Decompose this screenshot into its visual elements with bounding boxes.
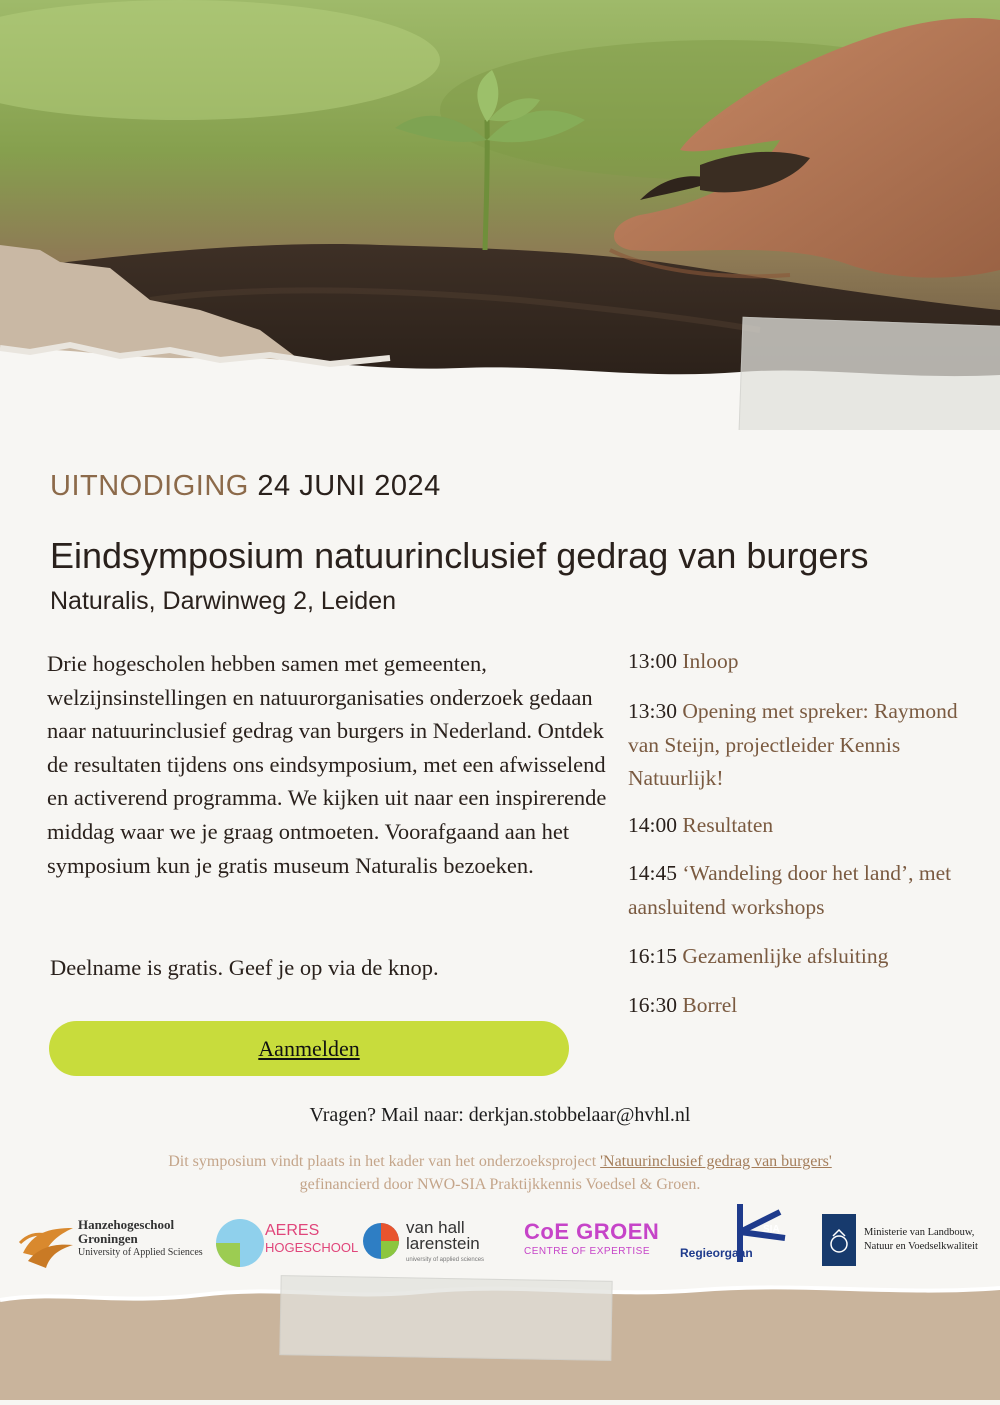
hanze-name: Hanzehogeschool [78,1217,175,1232]
torn-paper-footer [0,1270,1000,1400]
vhl-logo [362,1208,522,1278]
event-location: Naturalis, Darwinweg 2, Leiden [50,587,397,615]
hanze-logo [18,1208,213,1278]
aeres-sub: HOGESCHOOL [265,1240,359,1255]
program-activity: Gezamenlijke afsluiting [682,944,889,968]
project-note-suffix: gefinancierd door NWO-SIA Praktijkkennis Voedsel & Groen. [299,1176,701,1193]
project-note [0,1150,1000,1196]
program-activity: Resultaten [682,813,774,837]
aeres-logo [215,1208,359,1278]
program-time: 13:30 [628,699,677,723]
vhl-name1: van hall [406,1218,465,1237]
participation-note: Deelname is gratis. Geef je op via de knop. [50,955,439,980]
coe-groen-logo [524,1208,679,1278]
contact-line: Vragen? Mail naar: derkjan.stobbelaar@hvhl.nl [309,1104,691,1126]
aeres-circle-icon [215,1218,265,1268]
invitation-label: UITNODIGING [50,470,249,502]
program-time: 13:00 [628,649,677,673]
event-date: 24 JUNI 2024 [257,470,441,502]
program-item [628,857,968,924]
project-link[interactable]: 'Natuurinclusief gedrag van burgers' [600,1153,832,1170]
program-time: 14:45 [628,861,677,885]
sia-name: Regieorgaan [680,1246,753,1260]
program-time: 16:15 [628,944,677,968]
event-title: Eindsymposium natuurinclusief gedrag van burgers [50,535,869,576]
sia-mark-text: SIA [763,1224,780,1235]
register-button[interactable]: Aanmelden [49,1021,569,1076]
coe-sub: CENTRE OF EXPERTISE [524,1246,651,1257]
program-item [628,940,988,974]
vhl-circle-icon [362,1222,400,1260]
program-item [628,809,988,843]
program-item [628,989,988,1023]
program-activity: Borrel [682,993,738,1017]
program-activity: Inloop [682,649,739,673]
invitation-heading [50,470,441,503]
program-time: 14:00 [628,813,677,837]
intro-text: Drie hogescholen hebben samen met gemeenten, welzijnsinstellingen en natuurorganisaties onderzoek gedaan naar natuurinclusief gedrag van burgers in Nederland. Ontdek de resultaten tijdens ons eindsymposium, met een afwisselend en activerend programma. We kijken uit naar een inspirerende middag waar we je graag ontmoeten. Voorafgaand aan het symposium kun je gratis museum Naturalis bezoeken. [47,651,607,878]
partner-logos [0,1208,1000,1278]
program-item [628,695,988,796]
ministry-logo [822,1208,1000,1278]
aeres-name: AERES [265,1222,320,1239]
ministry-crest-icon [822,1214,856,1266]
ministry-name1: Ministerie van Landbouw, [864,1227,975,1238]
program-item [628,645,988,679]
program-time: 16:30 [628,993,677,1017]
vhl-sub: university of applied sciences [406,1257,485,1263]
program-activity: Opening met spreker: Raymond van Steijn, projectleider Kennis Natuurlijk! [628,699,958,790]
hanze-emblem-icon [18,1213,78,1273]
vhl-name2: larenstein [406,1234,480,1253]
hanze-subtitle: University of Applied Sciences [78,1247,203,1258]
ministry-name2: Natuur en Voedselkwaliteit [864,1241,978,1252]
project-note-prefix: Dit symposium vindt plaats in het kader van het onderzoeksproject [168,1153,601,1170]
sia-logo [680,1208,810,1278]
hanze-city: Groningen [78,1231,138,1246]
tape-strip-bottom [279,1275,612,1361]
program-activity: ‘Wandeling door het land’, met aansluitend workshops [628,861,952,919]
coe-name: CoE GROEN [524,1219,660,1244]
